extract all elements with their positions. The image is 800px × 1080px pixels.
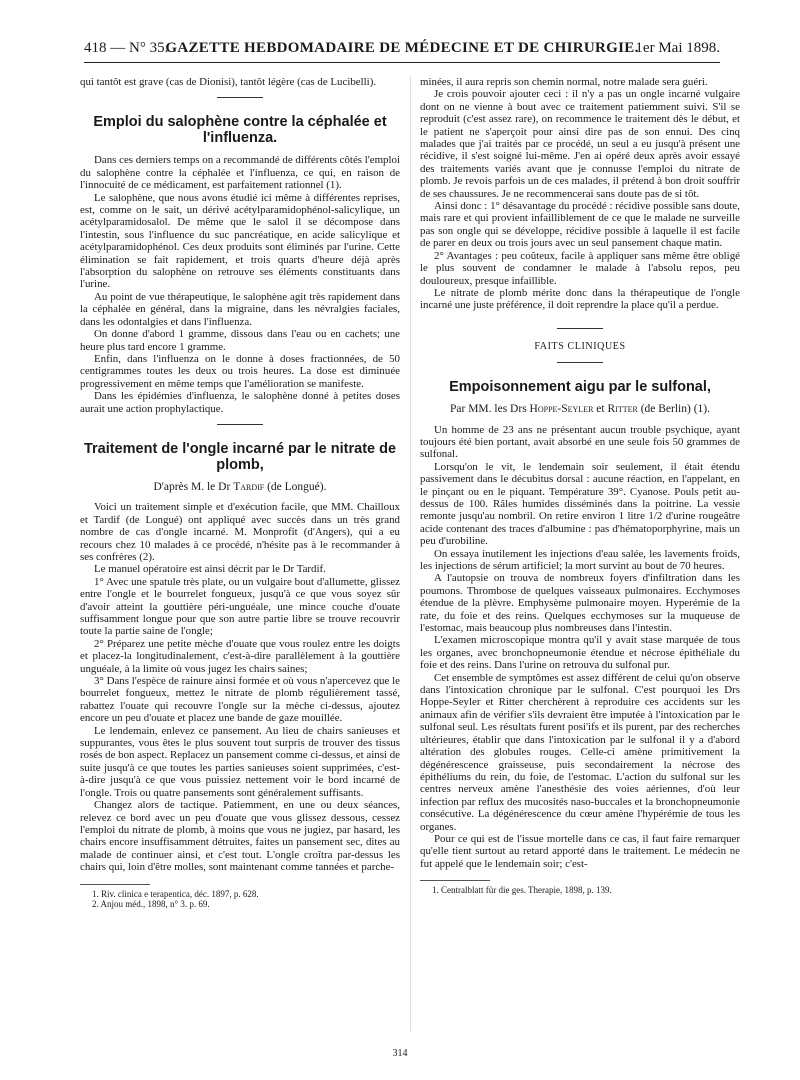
paragraph: Lorsqu'on le vit, le lendemain soir seulement, il était étendu passivement dans le décubitus dorsal : aucune réaction, en l'appelant, en le pinçant ou en le piquant. Température 39°. Cyanose. Pouls petit au-dessus de 100. Râles humides disséminés dans la poitrine. La vessie remonte jusqu'au nombril. On retire environ 1 litre 1/2 d'urine rougeâtre acide contenant des traces d'albumine : pas d'hématoporphyrine, mais un peu d'urobiline. [420,460,740,548]
author-name: Ritter [607,403,638,416]
page-number: 418 — N° 35. [84,40,169,56]
issue-date: 1er Mai 1898. [635,40,720,56]
footnote: 1. Centralblatt für die ges. Therapie, 1898, p. 139. [432,885,612,896]
column-divider [410,76,411,1031]
paragraph: 2° Préparez une petite mèche d'ouate que vous roulez entre les doigts et placez-la longitudinalement, c'est-à-dire parallèlement à la gouttière unguéale, à la limite où vous jugez les chairs saines; [80,637,400,675]
article-byline [80,481,400,493]
paragraph: Voici un traitement simple et d'exécution facile, que MM. Chailloux et Tardif (de Longué) ont appliqué avec succès dans un très grand nombre de cas d'ongle incarné. M. Monprofit (d'Angers), qui a eu recours chez 10 malades à ce procédé, n'hésite pas à le recommander à ses confrères (2). [80,501,400,563]
paragraph: Le manuel opératoire est ainsi décrit par le Dr Tardif. [94,563,326,576]
paragraph: Pour ce qui est de l'issue mortelle dans ce cas, il faut faire remarquer qu'elle tient surtout au retard apporté dans le traitement. Le médecin ne fut appelé que le lendemain soir; c'est- [420,832,740,870]
footnote: 2. Anjou méd., 1898, n° 3. p. 69. [92,899,210,910]
footnote-rule [80,884,150,885]
article-title-salophene: Emploi du salophène contre la céphalée et l'influenza. [93,114,387,147]
paragraph: Le lendemain, enlevez ce pansement. Au lieu de chairs sanieuses et suppurantes, vous êtes le plus souvent tout surpris de trouver des tissus rosés de bon aspect. Replacez un pansement comme ci-dessus, et ainsi de suite jusqu'à ce que toutes les parties sanieuses soient supprimées, c'est-à-dire jusqu'à ce que vous puissiez nettement voir le bord incarné de l'ongle. Trois ou quatre pansements sont généralement suffisants. [80,724,400,799]
article-byline [420,403,740,415]
paragraph: 1° Avec une spatule très plate, ou un vulgaire bout d'allumette, glissez entre l'ongle et le bourrelet fongueux, jusqu'à ce que vous soyez sûr d'avoir atteint la gouttière péri-unguéale, une mince couche d'ouate suffisamment longue pour que son autre partie libre se trouve recouvrir toute la partie saine de l'ongle; [80,575,400,638]
separator [217,424,263,425]
intro-paragraph: qui tantôt est grave (cas de Dionisi), tantôt légère (cas de Lucibelli). [80,76,377,88]
byline-suffix: (de Berlin) (1). [640,403,710,416]
footnote: 1. Riv. clinica e terapentica, déc. 1897, p. 628. [92,888,259,899]
paragraph: Au point de vue thérapeutique, le salophène agit très rapidement dans la céphalée en général, dans la migraine, dans les névralgies faciales, dans les odontalgies et dans l'influenza. [80,290,400,328]
separator [557,328,603,329]
section-heading: FAITS CLINIQUES [534,340,626,352]
paragraph: Le nitrate de plomb mérite donc dans la thérapeutique de l'ongle incarné une juste préférence, il doit reprendre la place qu'il a perdue. [420,286,740,312]
paragraph: Enfin, dans l'influenza on le donne à doses fractionnées, de 50 centigrammes toutes les deux ou trois heures. La dose est diminuée progressivement en même temps que l'amélioration se manifeste. [80,352,400,390]
article-title-ongle: Traitement de l'ongle incarné par le nitrate de plomb, [83,440,397,473]
paragraph: L'examen microscopique montra qu'il y avait stase marquée de tous les organes, avec bronchopneumonie étendue et nécrose épithéliale du foie et des reins. Dans l'urine on retrouva du sulfonal pur. [420,634,740,672]
separator [557,362,603,363]
byline-suffix: (de Longué). [267,480,327,493]
paragraph: Ainsi donc : 1° désavantage du procédé : récidive possible sans doute, mais rare et qui provient infailliblement de ce que le malade ne surveille pas son ongle qui se développe, récidive possible à laquelle il est facile de parer en deux ou trois jours avec un seul pansement chaque matin. [420,200,740,250]
byline-mid: et [596,403,605,416]
right-column [420,76,740,896]
paragraph: Je crois pouvoir ajouter ceci : il n'y a pas un ongle incarné vulgaire dont on ne vienne à bout avec ce traitement patiemment suivi. S'il se reproduit (c'est assez rare), on recommence le traitement dès le début, et le patient ne s'aperçoit pour ainsi dire pas de son ennui. Des cinq malades que j'ai traités par ce procédé, un seul a eu jusqu'à présent une récidive, il s'est soigné lui-même. J'en ai opéré deux après avoir essayé des traitements variés avant que je connusse l'emploi du nitrate de plomb. Je revois parfois un de ces malades, il prétend à bon droit souffrir de ses chaussures. Je ne recommencerai sans doute pas de si tôt. [420,88,740,200]
left-column [80,76,400,910]
paragraph: On essaya inutilement les injections d'eau salée, les lavements froids, les injections de sérum artificiel; la mort survint au bout de 70 heures. [420,547,740,572]
article-title-sulfonal: Empoisonnement aigu par le sulfonal, [449,379,711,396]
paragraph: Le salophène, que nous avons étudié ici même à différentes reprises, est, comme on le sait, un dérivé acétylparamidophénol-salicylique, un acétylparamidosalol. De même que le salol il se décompose dans l'intestin, sous l'influence du suc pancréatique, en acide salicylique et acétylparamidophénol. Ces deux produits sont éliminés par l'urine. Cette élimination se fait rapidement, et trois quarts d'heure déjà après l'absorption du salophène on retrouve ses éléments constituants dans l'urine. [80,191,400,291]
paragraph: 3° Dans l'espèce de rainure ainsi formée et où vous n'apercevez que le bourrelet fongueux, mettez le nitrate de plomb régulièrement tassé, rabattez l'ouate qui recouvre l'ongle sur la mèche ci-dessus, ajoutez encore un peu d'ouate et placez une bande de gaze mouillée. [80,675,400,725]
footnote-rule [420,880,490,881]
author-name: Hoppe-Seyler [529,403,594,416]
byline-prefix: D'après M. le Dr [153,480,231,493]
separator [217,97,263,98]
paragraph: Cet ensemble de symptômes est assez différent de celui qu'on observe dans l'intoxication chronique par le sulfonal. C'est pourquoi les Drs Hoppe-Seyler et Ritter cherchèrent à reproduire ces accidents sur les animaux afin de vérifier s'ils devraient être imputée à l'intoxication par le sulfonal seul. Les résultats furent posi'ifs et ils purent, par des recherches ultérieures, établir que dans l'intoxication par le sulfonal il y a d'abord altération des globules rouges. Celle-ci amène primitivement la dégénérescence graisseuse, puis secondairement la nécrose des épithéliums du rein, du foie, de l'estomac. L'action du sulfonal sur les centres nerveux amène l'anesthésie des voies aériennes, d'où leur infection par reflux des mucosités naso-buccales et la bronchopneumonie consécutive. La dégénérescence du cœur amène l'hypérémie de tous les organes. [420,671,740,833]
page-footer-number: 314 [392,1048,408,1059]
paragraph: minées, il aura repris son chemin normal, notre malade sera guéri. [420,76,708,88]
paragraph: Un homme de 23 ans ne présentant aucun trouble psychique, ayant toujours été bien portant, avait absorbé en une seule fois 50 grammes de sulfonal. [420,423,740,461]
paragraph: On donne d'abord 1 gramme, dissous dans l'eau ou en cachets; une heure plus tard encore 1 gramme. [80,328,400,353]
journal-title: GAZETTE HEBDOMADAIRE DE MÉDECINE ET DE CHIRURGIE. [165,40,639,56]
paragraph: 2° Avantages : peu coûteux, facile à appliquer sans même être obligé le plus souvent de condamner le malade à l'absolu repos, peu douloureux, presque infaillible. [420,249,740,287]
running-header [84,38,720,63]
paragraph: Dans les épidémies d'influenza, le salophène donné à petites doses aurait une action prophylactique. [80,390,400,415]
paragraph: Changez alors de tactique. Patiemment, en une ou deux séances, relevez ce bord avec un peu d'ouate que vous glissez dessous, cessez l'emploi du nitrate de plomb, à moins que vous ne jugiez, par hasard, les chairs encore insuffisamment détruites, faites un pansement sec, dites au malade de continuer ainsi, et c'est tout. L'ongle croîtra par-dessus les chairs qui, loin d'être molles, sont maintenant comme tannées et parche- [80,799,400,874]
author-name: Tardif [233,480,265,493]
paragraph: Dans ces derniers temps on a recommandé de différents côtés l'emploi du salophène contre la céphalée et l'influenza, ce qui, en raison de l'innocuité de ce médicament, est parfaitement rationnel (1). [80,154,400,192]
paragraph: A l'autopsie on trouva de nombreux foyers d'infiltration dans les poumons. Thrombose de quelques vaisseaux pulmonaires. Ecchymoses étendue de la plèvre. Emphysème pulmonaire moyen. Hyperémie de la rate, du foie et des reins. Quelques ecchymoses sur la muqueuse de l'estomac, mais beaucoup plus nombreuses dans l'intestin. [420,572,740,635]
byline-prefix: Par MM. les Drs [450,403,527,416]
